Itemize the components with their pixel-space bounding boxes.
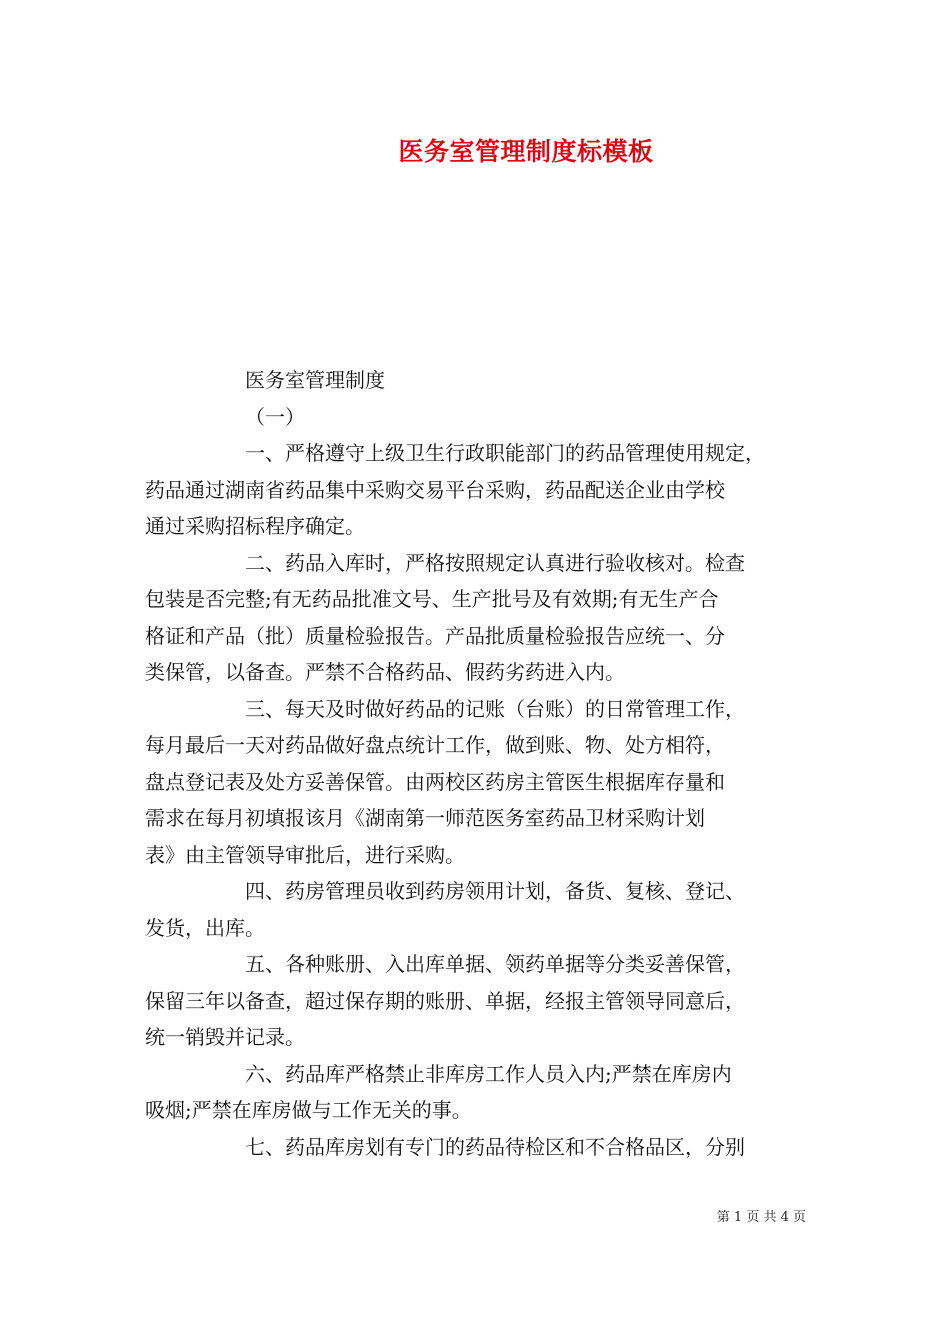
paragraph-line: 六、药品库严格禁止非库房工作人员入内;严禁在库房内 [245,1061,732,1086]
paragraph-line: 需求在每月初填报该月《湖南第一师范医务室药品卫材采购计划 [145,806,705,830]
paragraph-line: 吸烟;严禁在库房做与工作无关的事。 [145,1098,472,1122]
paragraph-line: 包装是否完整;有无药品批准文号、生产批号及有效期;有无生产合 [145,587,719,611]
paragraph-line: 七、药品库房划有专门的药品待检区和不合格品区，分别 [245,1134,745,1159]
section-heading: 医务室管理制度 [245,368,385,392]
document-title: 医务室管理制度标模板 [398,137,654,166]
paragraph-line: 一、严格遵守上级卫生行政职能部门的药品管理使用规定， [245,441,765,465]
paragraph-line: 三、每天及时做好药品的记账（台账）的日常管理工作， [245,696,745,721]
paragraph-line: 五、各种账册、入出库单据、领药单据等分类妥善保管， [245,952,745,976]
document-body [145,362,810,1165]
paragraph-line: 保留三年以备查，超过保存期的账册、单据，经报主管领导同意后， [145,988,745,1013]
paragraph-line: 表》由主管领导审批后，进行采购。 [145,842,465,867]
paragraph-line: 二、药品入库时，严格按照规定认真进行验收核对。检查 [245,550,745,575]
paragraph-line: 统一销毁并记录。 [145,1025,305,1049]
paragraph-line: 四、药房管理员收到药房领用计划，备货、复核、登记、 [245,879,745,903]
paragraph-line: 发货，出库。 [145,915,265,940]
paragraph-line: 每月最后一天对药品做好盘点统计工作，做到账、物、处方相符， [145,733,725,757]
paragraph-line: 药品通过湖南省药品集中采购交易平台采购，药品配送企业由学校 [145,477,725,502]
section-subheading: （一） [245,404,305,429]
paragraph-line: 通过采购招标程序确定。 [145,514,365,538]
paragraph-line: 格证和产品（批）质量检验报告。产品批质量检验报告应统一、分 [145,623,725,648]
paragraph-list [145,435,810,1165]
paragraph-line: 盘点登记表及处方妥善保管。由两校区药房主管医生根据库存量和 [145,769,725,794]
page-footer: 第 1 页 共 4 页 [716,1210,806,1225]
paragraph-line: 类保管，以备查。严禁不合格药品、假药劣药进入内。 [145,660,625,684]
